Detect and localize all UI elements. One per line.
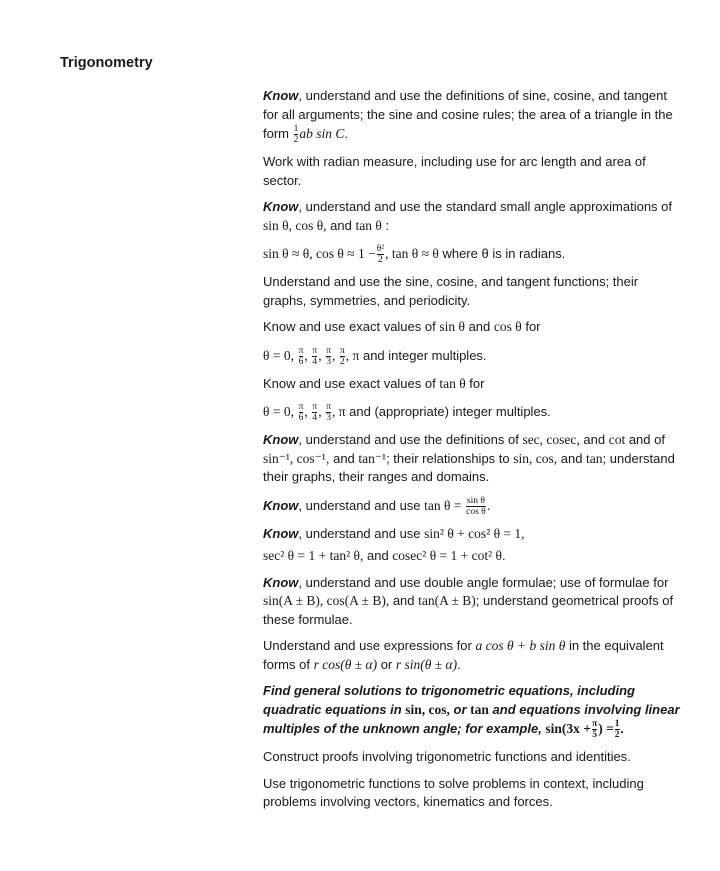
spec-item-small-angle: Know, understand and use the standard small angle approximations of sin θ, cos θ, and tan θ : — [263, 199, 673, 233]
spec-item-proofs: Construct proofs involving trigonometric functions and identities. — [263, 749, 631, 765]
know-emphasis: Know — [263, 432, 299, 448]
know-emphasis: Know — [263, 88, 299, 103]
spec-item-compound-angle: Know, understand and use double angle formulae; use of formulae for sin(A ± B), cos(A ± B), and tan(A ± B); understand geometrical proofs of these formulae. — [263, 574, 674, 627]
section-title: Trigonometry — [60, 55, 153, 71]
half-fraction: $\frac{1}{2}$ — [293, 124, 299, 145]
fraction: $\frac{\pi}{3}$ — [326, 402, 331, 424]
know-emphasis: Know — [263, 574, 299, 590]
spec-item-harmonic-form: Understand and use expressions for a cos θ + b sin θ in the equivalent forms of r cos(θ ± α) or r sin(θ ± α). — [263, 638, 664, 672]
spec-item-exact-values-tan: Know and use exact values of tan θ for — [263, 375, 485, 391]
specification-content — [263, 87, 683, 820]
fraction: $\frac{\pi}{2}$ — [339, 345, 345, 367]
theta-squared-fraction: $\frac{\text{θ²}}{2}$ — [376, 244, 385, 266]
spec-item-general-solutions: Find general solutions to trigonometric equations, including quadratic equations in sin, cos, or tan and equations involving linear multiples of the unknown angle; for example, sin(3x + $\frac{\pi}{5}$ ) = $\frac{1}{2}$ . — [263, 683, 680, 741]
fraction: $\frac{\pi}{4}$ — [312, 345, 318, 367]
fraction: $\frac{\pi}{3}$ — [326, 345, 331, 367]
spec-item-exact-values-sin-cos: Know and use exact values of sin θ and cos θ for — [263, 319, 541, 335]
spec-item-radian: Work with radian measure, including use for arc length and area of sector. — [263, 154, 646, 188]
item-text: , understand and use the definitions of sine, cosine, and tangent for all arguments; the sine and cosine rules; the area of a triangle in the form — [263, 88, 673, 141]
spec-item-problems-in-context: Use trigonometric functions to solve problems in context, including problems involving vectors, kinematics and forces. — [263, 775, 644, 810]
know-emphasis: Know — [263, 497, 299, 513]
spec-item-functions: Understand and use the sine, cosine, and tangent functions; their graphs, symmetries, and periodicity. — [263, 274, 639, 308]
area-formula: ab sin C — [299, 125, 345, 141]
pythagorean-identities: sec² θ = 1 + tan² θ, and cosec² θ = 1 + cot² θ. — [263, 548, 506, 564]
know-emphasis: Know — [263, 199, 299, 214]
fraction: $\frac{\pi}{6}$ — [298, 402, 304, 424]
know-emphasis: Know — [263, 525, 299, 541]
spec-item-definitions: Know, understand and use the definitions of sine, cosine, and tangent for all arguments; the sine and cosine rules; the area of a triangle in the form $\frac{1}{2}$ ab sin C. — [263, 88, 673, 145]
spec-item-reciprocal-inverse: Know, understand and use the definitions of sec, cosec, and cot and of sin⁻¹, cos⁻¹, and tan⁻¹; their relationships to sin, cos, and tan; understand their graphs, their ranges and domains. — [263, 432, 675, 485]
angle-values-tan: θ = 0, $\frac{\pi}{6}$ , $\frac{\pi}{4}$ , $\frac{\pi}{3}$ , π and (appropriate) integer multiples. — [263, 402, 551, 424]
spec-item-tan-identity: Know, understand and use tan θ = $\frac{\text{sin θ}}{\text{cos θ}}$ . — [263, 495, 491, 517]
angle-values-sin-cos: θ = 0, $\frac{\pi}{6}$ , $\frac{\pi}{4}$ , $\frac{\pi}{3}$ , $\frac{\pi}{2}$ , π and integer multiples. — [263, 345, 487, 367]
pi-over-five-fraction: $\frac{\pi}{5}$ — [592, 719, 598, 741]
fraction: $\frac{\pi}{6}$ — [298, 345, 304, 367]
small-angle-formulas: sin θ ≈ θ, cos θ ≈ 1 − $\frac{\text{θ²}}{2}$ , tan θ ≈ θ where θ is in radians. — [263, 244, 566, 266]
fraction: $\frac{\pi}{4}$ — [312, 402, 318, 424]
sin-over-cos-fraction: $\frac{\text{sin θ}}{\text{cos θ}}$ — [466, 495, 486, 517]
spec-item-pythagorean: Know, understand and use sin² θ + cos² θ = 1, — [263, 525, 525, 541]
one-half-fraction: $\frac{1}{2}$ — [614, 719, 620, 741]
